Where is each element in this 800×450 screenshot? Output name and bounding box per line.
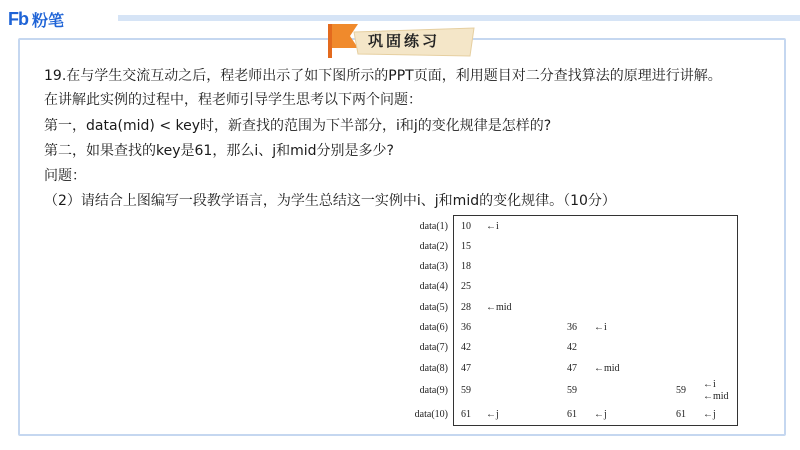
- row-label: data(6): [419, 322, 448, 333]
- pointer-label: ←i: [703, 379, 716, 390]
- cell-value: 59: [461, 385, 471, 396]
- cell-value: 47: [461, 363, 471, 374]
- pointer-label: ←j: [486, 409, 499, 420]
- pointer-label: ←mid: [594, 363, 620, 374]
- row-label: data(4): [419, 281, 448, 292]
- cell-value: 61: [676, 409, 686, 420]
- cell-value: 47: [567, 363, 577, 374]
- row-label: data(3): [419, 261, 448, 272]
- binary-search-table: [453, 215, 738, 426]
- cell-value: 42: [567, 342, 577, 353]
- pointer-label: ←i: [594, 322, 607, 333]
- question-line-4: 第二，如果查找的key是61，那么i、j和mid分别是多少?: [44, 143, 394, 159]
- flag-icon: [332, 24, 358, 48]
- question-line-3: 第一，data(mid) < key时，新查找的范围为下半部分，i和j的变化规律是怎样的?: [44, 118, 552, 134]
- cell-value: 36: [567, 322, 577, 333]
- question-line-6: （2）请结合上图编写一段教学语言，为学生总结这一实例中i、j和mid的变化规律。（10分）: [44, 193, 616, 209]
- cell-value: 42: [461, 342, 471, 353]
- cell-value: 59: [676, 385, 686, 396]
- row-label: data(10): [414, 409, 448, 420]
- brand-mark: Fb: [8, 9, 28, 29]
- row-label: data(7): [419, 342, 448, 353]
- cell-value: 61: [461, 409, 471, 420]
- pointer-label: ←mid: [486, 302, 512, 313]
- cell-value: 10: [461, 221, 471, 232]
- top-bar: [118, 15, 800, 21]
- cell-value: 18: [461, 261, 471, 272]
- pointer-label: ←mid: [703, 391, 729, 402]
- row-label: data(1): [419, 221, 448, 232]
- cell-value: 59: [567, 385, 577, 396]
- cell-value: 25: [461, 281, 471, 292]
- pointer-label: ←j: [594, 409, 607, 420]
- question-line-5: 问题：: [44, 168, 86, 184]
- pointer-label: ←i: [486, 221, 499, 232]
- row-label: data(2): [419, 241, 448, 252]
- row-label: data(5): [419, 302, 448, 313]
- cell-value: 36: [461, 322, 471, 333]
- cell-value: 61: [567, 409, 577, 420]
- pointer-label: ←j: [703, 409, 716, 420]
- banner-title: 巩固练习: [368, 32, 441, 50]
- cell-value: 28: [461, 302, 471, 313]
- question-line-1: 19.在与学生交流互动之后，程老师出示了如下图所示的PPT页面，利用题目对二分查找算法的原理进行讲解。: [44, 68, 722, 84]
- brand-name: 粉笔: [32, 11, 65, 30]
- flag-pole: [328, 24, 332, 58]
- question-line-2: 在讲解此实例的过程中，程老师引导学生思考以下两个问题：: [44, 92, 422, 108]
- cell-value: 15: [461, 241, 471, 252]
- brand-logo: [8, 8, 64, 31]
- row-label: data(9): [419, 385, 448, 396]
- row-label: data(8): [419, 363, 448, 374]
